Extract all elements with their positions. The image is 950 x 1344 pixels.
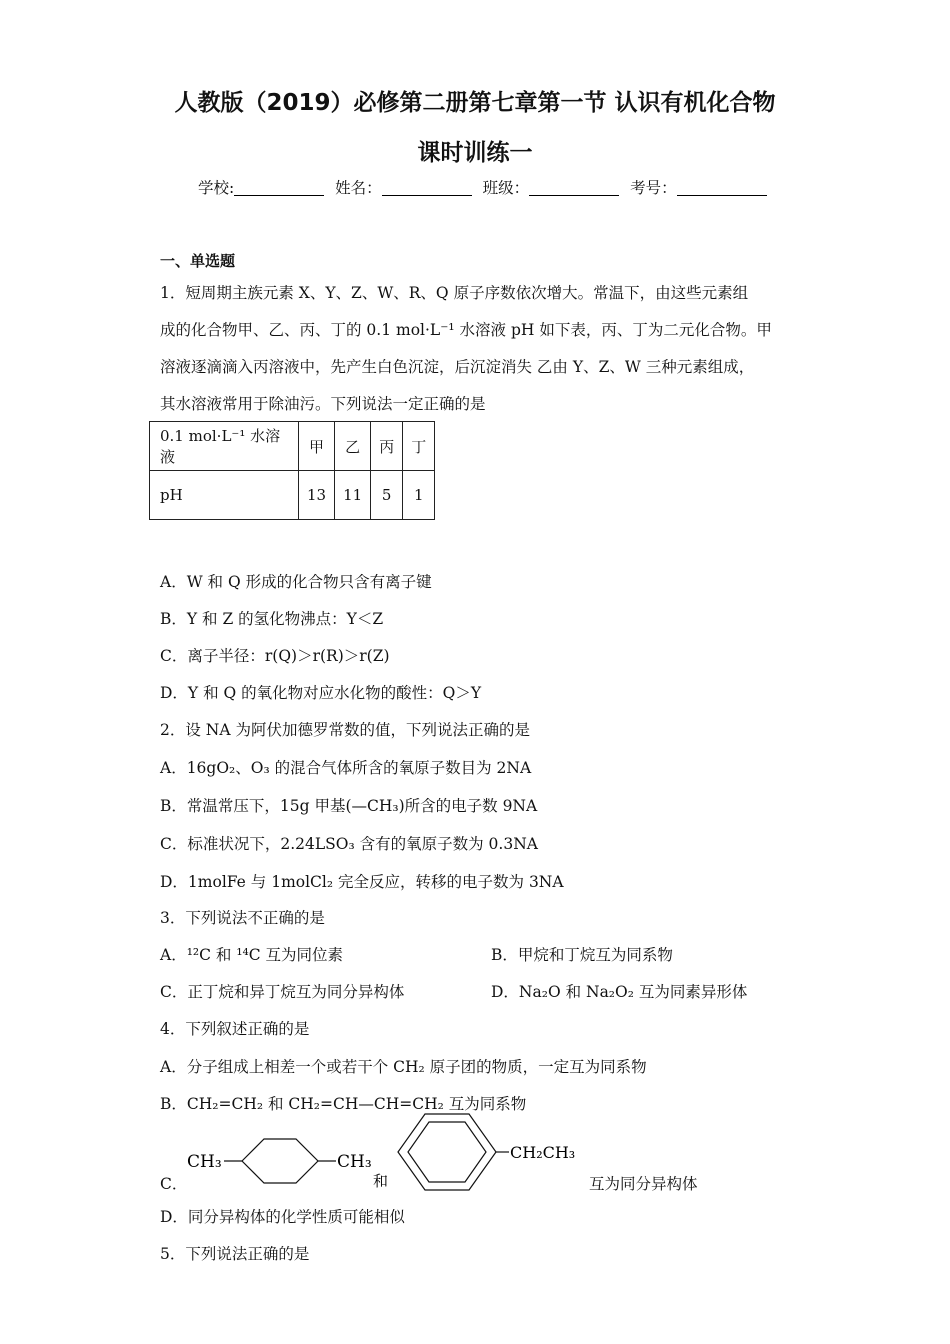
q3-option-a[interactable]: A．¹²C 和 ¹⁴C 互为同位素 (160, 946, 344, 964)
q2-option-d[interactable]: D．1molFe 与 1molCl₂ 完全反应，转移的电子数为 3NA (160, 873, 564, 891)
q1-option-a[interactable]: A．W 和 Q 形成的化合物只含有离子键 (160, 573, 432, 591)
q3-option-b[interactable]: B．甲烷和丁烷互为同系物 (491, 946, 673, 964)
exam-number-blank[interactable] (677, 181, 767, 196)
methyl-label: CH₃ (337, 1152, 372, 1172)
class-blank[interactable] (529, 181, 619, 196)
q3-option-c[interactable]: C．正丁烷和异丁烷互为同分异构体 (160, 983, 405, 1001)
q1-stem-line: 成的化合物甲、乙、丙、丁的 0.1 mol·L⁻¹ 水溶液 pH 如下表，丙、丁为二元化合物。甲 (160, 321, 772, 339)
name-label: 姓名： (335, 179, 382, 197)
document-title: 人教版（2019）必修第二册第七章第一节 认识有机化合物 (174, 90, 776, 116)
class-label: 班级： (482, 179, 530, 197)
ethyl-label: CH₂CH₃ (510, 1143, 576, 1162)
info-fields (198, 176, 773, 198)
q4-option-d[interactable]: D．同分异构体的化学性质可能相似 (160, 1208, 405, 1226)
section-heading: 一、单选题 (160, 252, 236, 270)
table-cell: pH (150, 471, 299, 520)
q4-option-a[interactable]: A．分子组成上相差一个或若干个 CH₂ 原子团的物质，一定互为同系物 (160, 1058, 647, 1076)
table-cell: 乙 (335, 422, 371, 471)
q2-option-a[interactable]: A．16gO₂、O₃ 的混合气体所含的氧原子数目为 2NA (160, 759, 532, 777)
table-row (150, 471, 435, 520)
q4-option-c-structures (186, 1108, 606, 1198)
name-blank[interactable] (382, 181, 472, 196)
table-cell: 丙 (371, 422, 403, 471)
document-subtitle: 课时训练一 (417, 140, 533, 166)
school-blank[interactable] (234, 181, 324, 196)
q5-stem: 5．下列说法正确的是 (160, 1245, 310, 1263)
q2-option-c[interactable]: C．标准状况下，2.24LSO₃ 含有的氧原子数为 0.3NA (160, 835, 538, 853)
q1-option-c[interactable]: C．离子半径：r(Q)＞r(R)＞r(Z) (160, 647, 390, 665)
q1-option-b[interactable]: B．Y 和 Z 的氢化物沸点：Y＜Z (160, 610, 384, 628)
q1-option-d[interactable]: D．Y 和 Q 的氧化物对应水化物的酸性：Q＞Y (160, 684, 482, 702)
table-cell: 甲 (299, 422, 335, 471)
table-row (150, 422, 435, 471)
table-cell: 13 (299, 471, 335, 520)
methyl-label: CH₃ (187, 1152, 222, 1172)
exam-number-label: 考号： (630, 179, 677, 197)
q3-option-d[interactable]: D．Na₂O 和 Na₂O₂ 互为同素异形体 (491, 983, 748, 1001)
ph-table (149, 421, 435, 520)
q4-option-c[interactable]: C． (160, 1175, 188, 1193)
cyclohexane-ring (242, 1139, 318, 1183)
school-label: 学校: (198, 179, 235, 197)
q4-option-b[interactable]: B．CH₂=CH₂ 和 CH₂=CH—CH=CH₂ 互为同系物 (160, 1095, 527, 1113)
and-text: 和 (373, 1172, 389, 1190)
table-cell: 11 (335, 471, 371, 520)
table-cell: 丁 (403, 422, 435, 471)
benzene-inner-ring (408, 1122, 486, 1182)
q1-stem-line: 其水溶液常用于除油污。下列说法一定正确的是 (160, 395, 486, 413)
q2-stem: 2．设 NA 为阿伏加德罗常数的值，下列说法正确的是 (160, 721, 530, 739)
table-cell: 1 (403, 471, 435, 520)
q1-stem-line: 1．短周期主族元素 X、Y、Z、W、R、Q 原子序数依次增大。常温下，由这些元素组 (160, 284, 749, 302)
q4-stem: 4．下列叙述正确的是 (160, 1020, 310, 1038)
benzene-ring (398, 1114, 496, 1190)
table-cell: 0.1 mol·L⁻¹ 水溶液 (150, 422, 299, 471)
q4-option-c-conclusion: 互为同分异构体 (589, 1175, 698, 1193)
table-cell: 5 (371, 471, 403, 520)
q1-stem-line: 溶液逐滴滴入丙溶液中，先产生白色沉淀，后沉淀消失 乙由 Y、Z、W 三种元素组成， (160, 358, 755, 376)
q2-option-b[interactable]: B．常温常压下，15g 甲基(—CH₃)所含的电子数 9NA (160, 797, 538, 815)
q3-stem: 3．下列说法不正确的是 (160, 909, 325, 927)
